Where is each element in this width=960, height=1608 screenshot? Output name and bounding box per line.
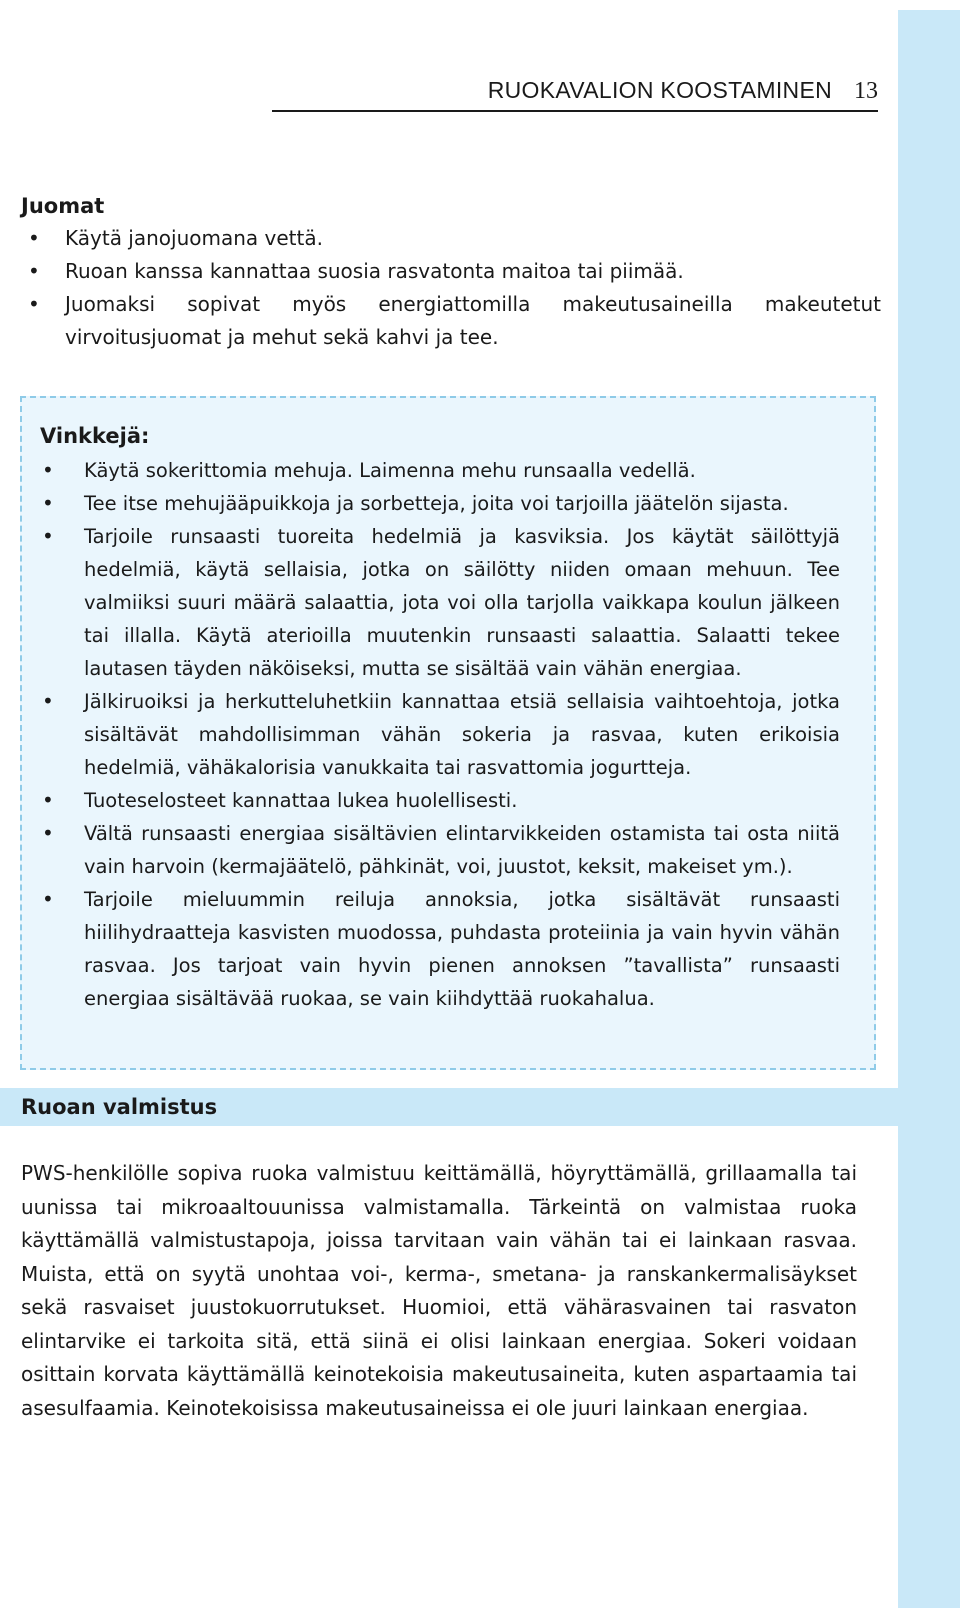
tips-list: [40, 454, 840, 1015]
list-item-text: Tee itse mehujääpuikkoja ja sorbetteja, joita voi tarjoilla jäätelön sijasta.: [84, 492, 789, 515]
list-item: [40, 685, 840, 784]
bullet-icon: •: [42, 788, 54, 812]
page-number: 13: [854, 78, 878, 104]
side-color-strip: [898, 10, 960, 1608]
list-item: [21, 222, 881, 255]
section-banner: [0, 1088, 898, 1126]
list-item: [21, 255, 881, 288]
list-item: [40, 487, 840, 520]
bullet-icon: •: [42, 491, 54, 515]
valmistus-paragraph: PWS-henkilölle sopiva ruoka valmistuu keittämällä, höyryttämällä, grillaamalla tai uunissa tai mikroaaltouunissa valmistamalla. Tärkeintä on valmistaa ruoka käyttämällä valmistustapoja, joissa tarvitaan vain vähän tai ei lainkaan rasvaa. Muista, että on syytä unohtaa voi-, kerma-, smetana- ja ranskankermalisäykset sekä rasvaiset juustokuorrutukset. Huomioi, että vähärasvainen tai rasvaton elintarvike ei tarkoita sitä, että siinä ei olisi lainkaan energiaa. Sokeri voidaan osittain korvata käyttämällä keinotekoisia makeutusaineita, kuten aspartaamia tai asesulfaamia. Keinotekoisissa makeutusaineissa ei ole juuri lainkaan energiaa.: [21, 1161, 857, 1420]
header-title: RUOKAVALION KOOSTAMINEN: [487, 77, 832, 103]
list-item-text: Ruoan kanssa kannattaa suosia rasvatonta maitoa tai piimää.: [65, 259, 684, 283]
bullet-icon: •: [42, 689, 54, 713]
bullet-icon: •: [42, 821, 54, 845]
list-item-text: Vältä runsaasti energiaa sisältävien elintarvikkeiden ostamista tai osta niitä vain harvoin (kermajäätelö, pähkinät, voi, juustot, keksit, makeiset ym.).: [84, 822, 840, 878]
list-item: [40, 520, 840, 685]
bullet-icon: •: [42, 887, 54, 911]
juomat-section: [21, 190, 881, 354]
list-item: [21, 288, 881, 354]
tips-heading: Vinkkejä:: [40, 424, 150, 448]
tips-box: [20, 396, 876, 1070]
list-item-text: Käytä sokerittomia mehuja. Laimenna mehu runsaalla vedellä.: [84, 459, 696, 482]
list-item: [40, 784, 840, 817]
running-header: [272, 70, 878, 112]
juomat-heading: Juomat: [21, 194, 105, 218]
list-item-text: Käytä janojuomana vettä.: [65, 226, 323, 250]
list-item: [40, 454, 840, 487]
list-item-text: Tarjoile mieluummin reiluja annoksia, jotka sisältävät runsaasti hiilihydraatteja kasvisten muodossa, puhdasta proteiinia ja vain hyvin vähän rasvaa. Jos tarjoat vain hyvin pienen annoksen ”tavallista” runsaasti energiaa sisältävää ruokaa, se vain kiihdyttää ruokahalua.: [84, 888, 840, 1010]
valmistus-heading: Ruoan valmistus: [21, 1095, 218, 1119]
list-item: [40, 883, 840, 1015]
list-item-text: Tuoteselosteet kannattaa lukea huolellisesti.: [84, 789, 518, 812]
list-item-text: Jälkiruoiksi ja herkutteluhetkiin kannattaa etsiä sellaisia vaihtoehtoja, jotka sisältävät mahdollisimman vähän sokeria ja rasvaa, kuten erikoisia hedelmiä, vähäkalorisia vanukkaita tai rasvattomia jogurtteja.: [84, 690, 840, 779]
bullet-icon: •: [28, 259, 40, 283]
bullet-icon: •: [42, 524, 54, 548]
bullet-icon: •: [28, 292, 40, 316]
bullet-icon: •: [42, 458, 54, 482]
list-item-text: Tarjoile runsaasti tuoreita hedelmiä ja kasviksia. Jos käytät säilöttyjä hedelmiä, käytä sellaisia, jotka on säilötty niiden omaan mehuun. Tee valmiiksi suuri määrä salaattia, jota voi olla tarjolla vaikkapa koulun jälkeen tai illalla. Käytä aterioilla muutenkin runsaasti salaattia. Salaatti tekee lautasen täyden näköiseksi, mutta se sisältää vain vähän energiaa.: [84, 525, 840, 680]
list-item: [40, 817, 840, 883]
juomat-list: [21, 222, 881, 354]
list-item-text: Juomaksi sopivat myös energiattomilla makeutusaineilla makeutetut virvoitusjuomat ja mehut sekä kahvi ja tee.: [65, 292, 881, 349]
bullet-icon: •: [28, 226, 40, 250]
